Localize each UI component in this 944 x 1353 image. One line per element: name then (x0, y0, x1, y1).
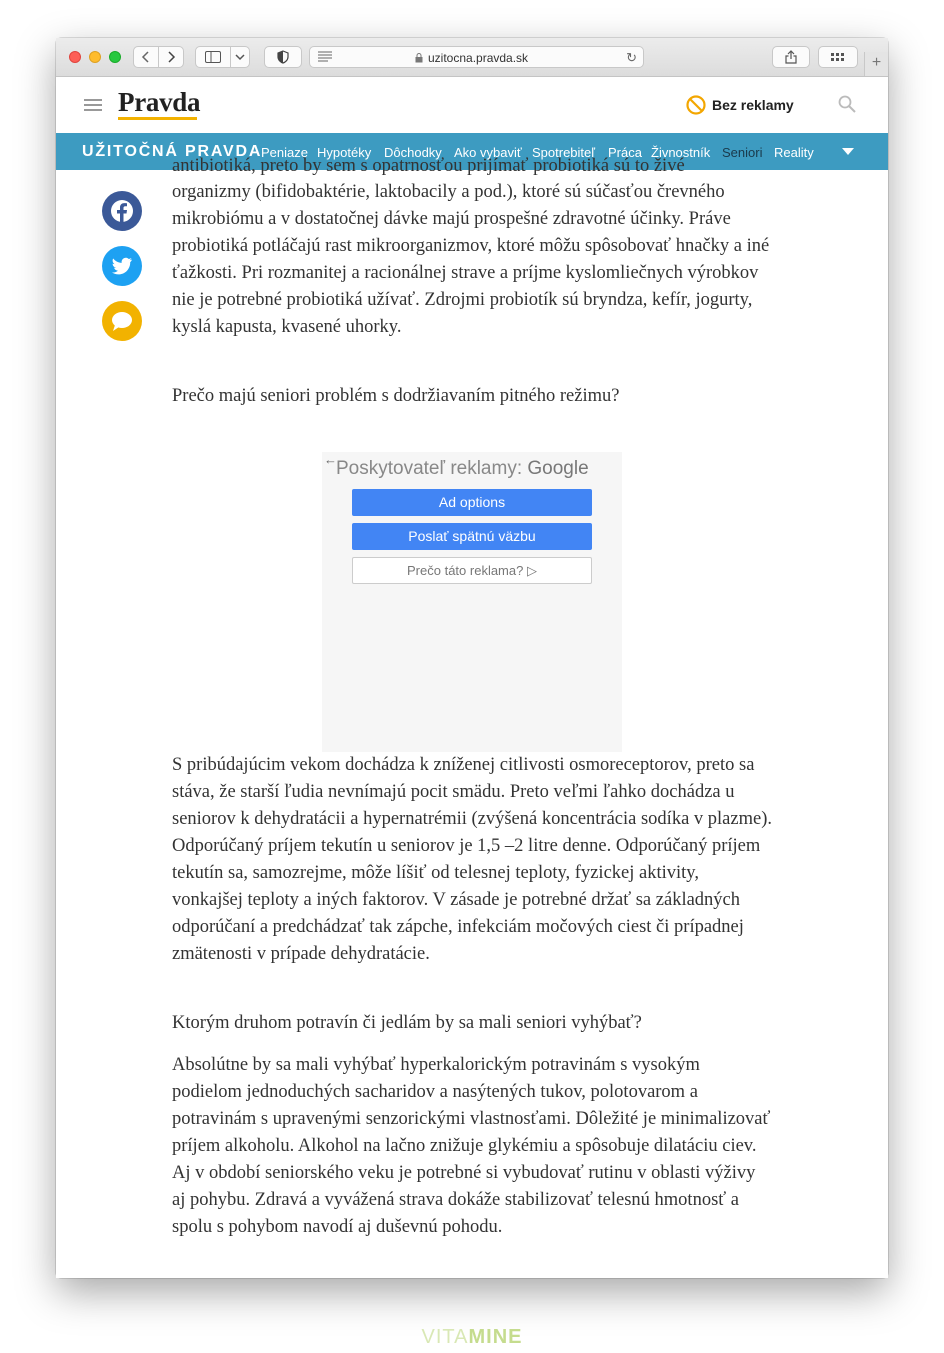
ad-why-button[interactable]: Prečo táto reklama? ▷ (352, 557, 592, 584)
shield-icon (277, 50, 289, 64)
pravda-logo[interactable]: Pravda (118, 87, 201, 117)
article-content (56, 156, 888, 1278)
chevron-down-icon (235, 53, 245, 61)
twitter-share-button[interactable] (102, 246, 142, 286)
menu-icon[interactable] (84, 99, 102, 111)
nav-item-zivnostnik[interactable]: Živnostník (651, 145, 711, 160)
browser-window (56, 38, 888, 1278)
no-ads-label: Bez reklamy (712, 97, 794, 113)
nav-item-peniaze[interactable]: Peniaze (261, 145, 308, 160)
chevron-right-icon (166, 51, 176, 63)
ad-container (322, 452, 622, 752)
tab-overview-dropdown[interactable] (230, 46, 250, 68)
share-icon (785, 50, 797, 64)
site-header (56, 77, 888, 133)
sidebar-button[interactable] (195, 46, 231, 68)
privacy-report-button[interactable] (264, 46, 302, 68)
article-paragraph-2 (172, 752, 772, 968)
ad-back-arrow-icon[interactable]: ← (324, 452, 337, 467)
facebook-share-button[interactable] (102, 191, 142, 231)
new-tab-button[interactable]: + (864, 52, 888, 76)
nav-item-ako-vybavit[interactable]: Ako vybaviť (454, 145, 522, 160)
paragraph-hydration: S pribúdajúcim vekom dochádza k zníženej citlivosti osmoreceptorov, preto sa stáva, že starší ľudia nevnímajú pocit smädu. Preto veľmi ľahko dochádza u seniorov k dehydratácii a hypernatrémii (zvýšená koncentrácia sodíka v plazme). Odporúčaný príjem tekutín u seniorov je 1,5 –2 litre denne. Odporúčaný príjem tekutín sa, samozrejme, môže líšiť od telesnej teploty, fyzickej aktivity, vonkajšej teploty a iných faktorov. V zásade je potrebné držať sa základných odporúčaní a predchádzať tak zápche, infekciám močových ciest či prípadnej zmätenosti v prípade dehydratácie. (172, 755, 772, 964)
nav-item-spotrebitel[interactable]: Spotrebiteľ (532, 145, 596, 160)
watermark-part1: VITA (421, 1326, 469, 1348)
facebook-icon (102, 191, 142, 231)
sidebar-icon (205, 51, 221, 63)
nav-item-praca[interactable]: Práca (608, 145, 642, 160)
ad-options-button[interactable]: Ad options (352, 489, 592, 516)
browser-toolbar (56, 38, 888, 77)
nav-brand[interactable]: UŽITOČNÁ PRAVDA (82, 143, 263, 160)
nav-item-seniori[interactable]: Seniori (722, 145, 763, 160)
article-paragraph-1 (172, 179, 772, 341)
article-paragraph-3 (172, 1052, 772, 1241)
article-partial-line (172, 153, 772, 180)
article-partial-text: antibiotiká, preto by sem s opatrnosťou prijímať probiotiká sú to živé (172, 156, 685, 176)
address-bar[interactable] (309, 46, 644, 68)
article-heading-1 (172, 383, 772, 410)
nav-item-reality[interactable]: Reality (774, 145, 814, 160)
address-url: uzitocna.pravda.sk (428, 51, 529, 65)
paragraph-foods: Absolútne by sa mali vyhýbať hyperkalorickým potravinám s vysokým podielom jednoduchých sacharidov a nasýtených tukov, polotovarom a potravinám s upravenými senzorickými vlastnosťami. Dôležité je minimalizovať príjem alkoholu. Alkohol na lačno znižuje glykémiu a spôsobuje dilatáciu ciev. Aj v období seniorského veku je potrebné si vybudovať rutinu v oblasti výživy aj pohybu. Zdravá a vyvážená strava dokáže stabilizovať telesnú hmotnosť a spolu s pohybom navodí aj duševnú pohodu. (172, 1055, 771, 1237)
share-button[interactable] (772, 46, 810, 68)
article-heading-2 (172, 1010, 772, 1037)
heading-drinking: Prečo majú seniori problém s dodržiavaním pitného režimu? (172, 386, 620, 406)
search-icon[interactable] (838, 95, 856, 118)
paragraph-probiotics: organizmy (bifidobaktérie, laktobacily a pod.), ktoré sú súčasťou črevného mikrobiómu a v dostatočnej dávke majú prospešné zdravotné účinky. Práve probiotiká potláčajú rast mikroorganizmov, ktoré môžu spôsobovať hnačky a iné ťažkosti. Pri rozmanitej a racionálnej strave a príjme kyslomliečnych výrobkov nie je potrebné probiotiká užívať. Zdrojmi probiotík sú bryndza, kefír, jogurty, kyslá kapusta, kvasené uhorky. (172, 182, 770, 337)
forward-button[interactable] (158, 46, 184, 68)
nav-more-chevron-icon[interactable] (842, 148, 854, 155)
logo-underline (118, 117, 197, 120)
watermark-part2: MINE (468, 1326, 523, 1348)
grid-icon (831, 53, 845, 61)
comment-share-button[interactable] (102, 301, 142, 341)
close-window-button[interactable] (69, 51, 81, 63)
ad-feedback-button[interactable]: Poslať spätnú väzbu (352, 523, 592, 550)
back-button[interactable] (133, 46, 159, 68)
nav-item-dochodky[interactable]: Dôchodky (384, 145, 442, 160)
ad-provider-prefix: Poskytovateľ reklamy: (336, 458, 528, 479)
tab-overview-button[interactable] (818, 46, 858, 68)
reader-icon[interactable] (318, 51, 332, 65)
heading-foods: Ktorým druhom potravín či jedlám by sa mali seniori vyhýbať? (172, 1013, 642, 1033)
minimize-window-button[interactable] (89, 51, 101, 63)
vitamine-watermark (0, 1326, 944, 1349)
no-ads-link[interactable] (686, 95, 794, 115)
chevron-left-icon (141, 51, 151, 63)
twitter-icon (102, 246, 142, 286)
lock-icon (415, 52, 423, 66)
zoom-window-button[interactable] (109, 51, 121, 63)
no-ads-icon (686, 95, 706, 115)
nav-item-hypoteky[interactable]: Hypotéky (317, 145, 372, 160)
comment-icon (102, 301, 142, 341)
reload-icon[interactable]: ↻ (626, 50, 637, 65)
ad-provider (336, 458, 589, 480)
ad-provider-name: Google (527, 458, 589, 479)
